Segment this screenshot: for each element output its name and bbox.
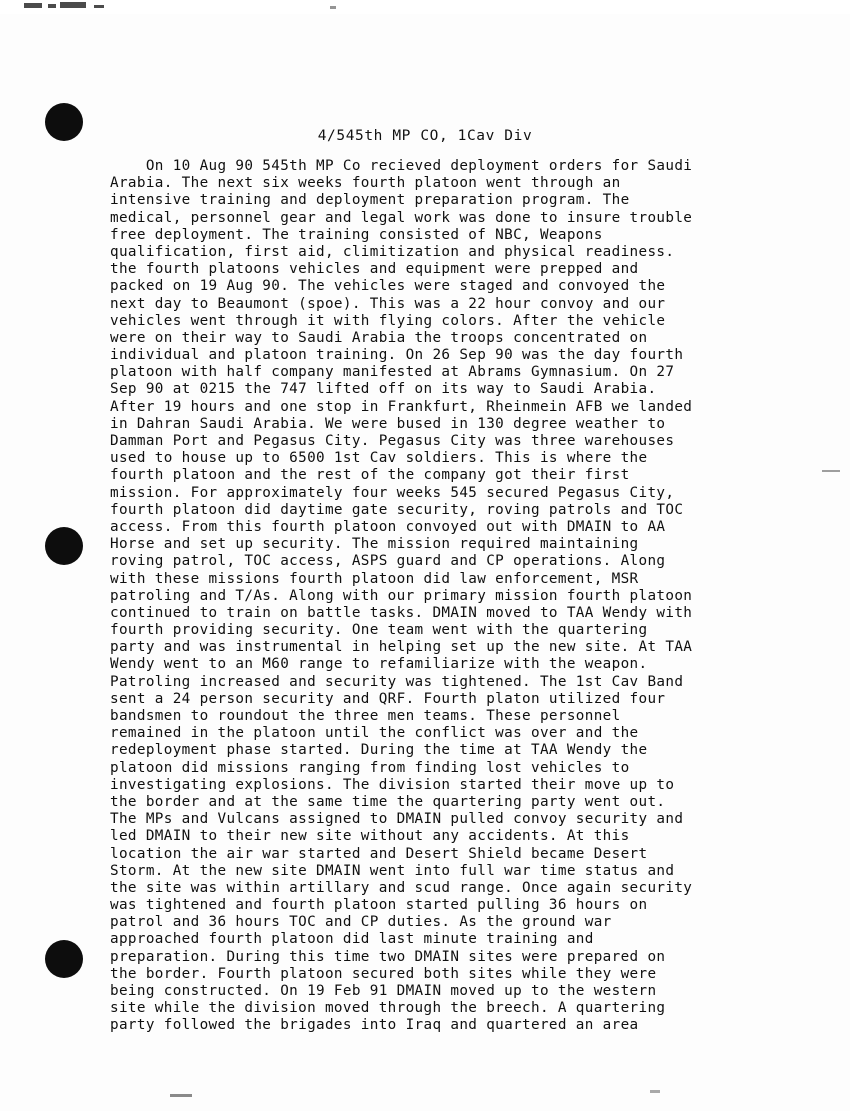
document-line: led DMAIN to their new site without any accidents. At this [110,828,630,845]
document-line: fourth platoon and the rest of the company got their first [110,467,630,484]
document-line: remained in the platoon until the conflict was over and the [110,725,639,742]
document-line: The MPs and Vulcans assigned to DMAIN pulled convoy security and [110,811,684,828]
document-line: Patroling increased and security was tightened. The 1st Cav Band [110,673,684,690]
document-line: the border. Fourth platoon secured both sites while they were [110,965,657,982]
document-line: Wendy went to an M60 range to refamiliarize with the weapon. [110,656,648,673]
document-line: Storm. At the new site DMAIN went into full war time status and [110,862,675,879]
document-line: being constructed. On 19 Feb 91 DMAIN moved up to the western [110,983,657,999]
document-line: redeployment phase started. During the time at TAA Wendy the [110,742,648,759]
document-line: the fourth platoons vehicles and equipment were prepped and [110,261,639,278]
document-line: intensive training and deployment preparation program. The [110,192,630,209]
document-line: packed on 19 Aug 90. The vehicles were staged and convoyed the [110,278,666,295]
document-line: the site was within artillary and scud range. Once again security [110,879,693,896]
document-title: 4/545th MP CO, 1Cav Div [317,128,533,144]
document-line: was tightened and fourth platoon started pulling 36 hours on [110,897,648,914]
scan-artifact [650,1090,660,1093]
document-line: platoon with half company manifested at Abrams Gymnasium. On 27 [110,364,675,381]
document-line: approached fourth platoon did last minute training and [110,931,594,948]
scan-artifact [60,2,86,8]
scan-artifact [822,470,840,472]
hole-punch-mark [45,527,83,565]
document-line: the border and at the same time the quartering party went out. [110,793,666,810]
document-line: qualification, first aid, climitization and physical readiness. [110,243,675,260]
document-line: fourth platoon did daytime gate security, roving patrols and TOC [110,501,684,518]
scan-artifact [48,4,56,8]
scan-top-edge [0,0,850,14]
document-line: next day to Beaumont (spoe). This was a 22 hour convoy and our [110,295,666,312]
document-line: party and was instrumental in helping set up the new site. At TAA [110,639,693,656]
document-line: location the air war started and Desert Shield became Desert [110,845,648,862]
document-line: medical, personnel gear and legal work was done to insure trouble [110,209,693,226]
document-line: Damman Port and Pegasus City. Pegasus City was three warehouses [110,433,675,449]
document-line: with these missions fourth platoon did law enforcement, MSR [110,570,639,587]
document-line: investigating explosions. The division started their move up to [110,776,675,793]
document-line: access. From this fourth platoon convoyed out with DMAIN to AA [110,518,666,535]
document-line: Arabia. The next six weeks fourth platoon went through an [110,175,621,192]
document-line: were on their way to Saudi Arabia the troops concentrated on [110,329,648,346]
document-line: Sep 90 at 0215 the 747 lifted off on its way to Saudi Arabia. [110,381,657,398]
document-line: vehicles went through it with flying colors. After the vehicle [110,312,666,329]
document-line: platoon did missions ranging from finding lost vehicles to [110,759,630,776]
scan-artifact [330,6,336,9]
scan-artifact [94,5,104,8]
document-line: fourth providing security. One team went with the quartering [110,622,648,639]
document-line: used to house up to 6500 1st Cav soldiers. This is where the [110,450,648,467]
document-line: sent a 24 person security and QRF. Fourth platon utilized four [110,690,666,707]
document-line: in Dahran Saudi Arabia. We were bused in 130 degree weather to [110,415,666,432]
document-line: roving patrol, TOC access, ASPS guard and CP operations. Along [110,553,666,570]
document-line: preparation. During this time two DMAIN sites were prepared on [110,948,666,965]
document-line: patroling and T/As. Along with our primary mission fourth platoon [110,587,693,604]
document-line: mission. For approximately four weeks 545 secured Pegasus City, [110,484,675,501]
document-line: After 19 hours and one stop in Frankfurt, Rheinmein AFB we landed [110,398,693,415]
document-body [110,158,758,1035]
document-line: bandsmen to roundout the three men teams. These personnel [110,708,621,724]
document-line: continued to train on battle tasks. DMAIN moved to TAA Wendy with [110,604,693,621]
scan-artifact [170,1094,192,1097]
document-line: Horse and set up security. The mission required maintaining [110,536,639,553]
document-line: On 10 Aug 90 545th MP Co recieved deployment orders for Saudi [110,158,693,174]
document-line: party followed the brigades into Iraq and quartered an area [110,1017,639,1034]
scan-artifact [24,3,42,8]
document-line: individual and platoon training. On 26 Sep 90 was the day fourth [110,347,684,364]
document-line: site while the division moved through the breech. A quartering [110,1000,666,1017]
hole-punch-mark [45,940,83,978]
document-line: free deployment. The training consisted of NBC, Weapons [110,226,603,243]
document-line: patrol and 36 hours TOC and CP duties. As the ground war [110,914,612,931]
